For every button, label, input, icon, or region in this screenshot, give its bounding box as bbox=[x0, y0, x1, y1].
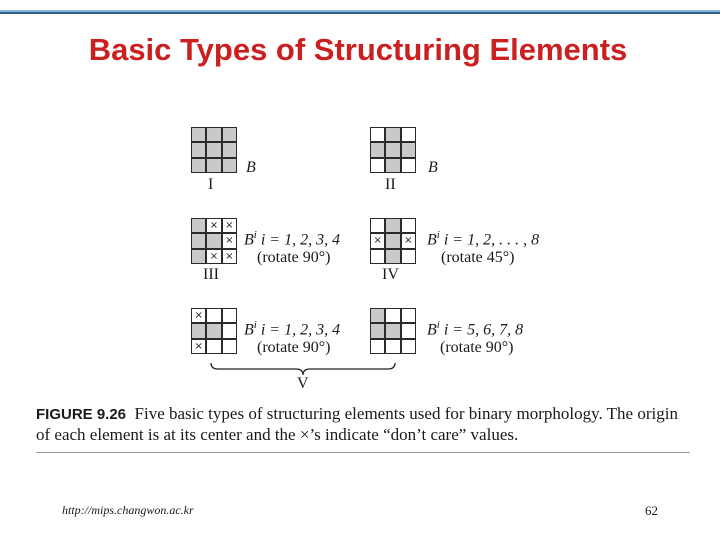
empty-cell bbox=[401, 308, 416, 323]
dont-care-cell: × bbox=[206, 249, 221, 264]
empty-cell bbox=[222, 323, 237, 338]
empty-cell bbox=[370, 218, 385, 233]
filled-cell bbox=[385, 218, 400, 233]
element-superscript: i bbox=[253, 319, 257, 331]
filled-cell bbox=[206, 158, 221, 173]
empty-cell bbox=[401, 249, 416, 264]
filled-cell bbox=[206, 127, 221, 142]
empty-cell bbox=[385, 308, 400, 323]
filled-cell bbox=[206, 233, 221, 248]
element-roman-label: IV bbox=[382, 266, 399, 283]
empty-cell bbox=[370, 158, 385, 173]
structuring-element-grid bbox=[370, 218, 416, 264]
dont-care-cell: × bbox=[370, 233, 385, 248]
structuring-element-grid bbox=[191, 308, 237, 354]
structuring-element-grid bbox=[191, 218, 237, 264]
element-index-range: i = 1, 2, . . . , 8 bbox=[443, 231, 540, 249]
filled-cell bbox=[191, 233, 206, 248]
filled-cell bbox=[191, 249, 206, 264]
filled-cell bbox=[385, 158, 400, 173]
element-symbol: B bbox=[427, 321, 437, 339]
empty-cell bbox=[206, 339, 221, 354]
figure-caption bbox=[36, 404, 696, 445]
element-symbol: B bbox=[244, 231, 254, 249]
dont-care-cell: × bbox=[222, 249, 237, 264]
element-symbol: B bbox=[428, 159, 438, 176]
dont-care-cell: × bbox=[191, 339, 206, 354]
empty-cell bbox=[385, 339, 400, 354]
element-rotation-note: (rotate 90°) bbox=[257, 249, 331, 266]
filled-cell bbox=[370, 142, 385, 157]
filled-cell bbox=[191, 323, 206, 338]
filled-cell bbox=[222, 142, 237, 157]
element-rotation-note: (rotate 90°) bbox=[257, 339, 331, 356]
filled-cell bbox=[370, 323, 385, 338]
element-rotation-note: (rotate 45°) bbox=[441, 249, 515, 266]
element-superscript: i bbox=[253, 229, 257, 241]
element-roman-label: II bbox=[385, 176, 396, 193]
caption-rule bbox=[36, 452, 690, 453]
caption-figure-number: FIGURE 9.26 bbox=[36, 406, 127, 423]
dont-care-cell: × bbox=[222, 218, 237, 233]
slide-title: Basic Types of Structuring Elements bbox=[88, 32, 628, 67]
filled-cell bbox=[385, 233, 400, 248]
group-brace bbox=[210, 362, 396, 376]
element-formula bbox=[244, 319, 340, 339]
filled-cell bbox=[191, 127, 206, 142]
element-index-range: i = 1, 2, 3, 4 bbox=[260, 231, 341, 249]
filled-cell bbox=[191, 158, 206, 173]
empty-cell bbox=[401, 339, 416, 354]
empty-cell bbox=[401, 218, 416, 233]
element-roman-label: III bbox=[203, 266, 219, 283]
dont-care-cell: × bbox=[206, 218, 221, 233]
caption-text: Five basic types of structuring elements used for binary morphology. The origin of each element is at its center and the ×’s indicate “don’t care” values. bbox=[36, 404, 678, 444]
filled-cell bbox=[206, 323, 221, 338]
empty-cell bbox=[206, 308, 221, 323]
filled-cell bbox=[191, 142, 206, 157]
dont-care-cell: × bbox=[191, 308, 206, 323]
empty-cell bbox=[401, 127, 416, 142]
empty-cell bbox=[401, 323, 416, 338]
dont-care-cell: × bbox=[401, 233, 416, 248]
element-symbol: B bbox=[246, 159, 256, 176]
empty-cell bbox=[222, 308, 237, 323]
filled-cell bbox=[385, 142, 400, 157]
filled-cell bbox=[385, 249, 400, 264]
element-roman-label: I bbox=[208, 176, 214, 193]
empty-cell bbox=[401, 158, 416, 173]
filled-cell bbox=[401, 142, 416, 157]
element-symbol: B bbox=[244, 321, 254, 339]
element-index-range: i = 5, 6, 7, 8 bbox=[443, 321, 524, 339]
empty-cell bbox=[370, 127, 385, 142]
element-formula bbox=[244, 229, 340, 249]
empty-cell bbox=[222, 339, 237, 354]
filled-cell bbox=[222, 127, 237, 142]
empty-cell bbox=[370, 339, 385, 354]
filled-cell bbox=[385, 127, 400, 142]
page-number: 62 bbox=[645, 503, 658, 518]
filled-cell bbox=[191, 218, 206, 233]
dont-care-cell: × bbox=[222, 233, 237, 248]
filled-cell bbox=[385, 323, 400, 338]
filled-cell bbox=[206, 142, 221, 157]
structuring-element-grid bbox=[370, 308, 416, 354]
element-superscript: i bbox=[436, 229, 440, 241]
empty-cell bbox=[370, 249, 385, 264]
filled-cell bbox=[222, 158, 237, 173]
element-formula bbox=[427, 229, 539, 249]
footer-url: http://mips.changwon.ac.kr bbox=[62, 503, 194, 517]
filled-cell bbox=[370, 308, 385, 323]
structuring-element-grid bbox=[191, 127, 237, 173]
structuring-element-grid bbox=[370, 127, 416, 173]
element-symbol: B bbox=[427, 231, 437, 249]
element-superscript: i bbox=[436, 319, 440, 331]
element-formula bbox=[427, 319, 523, 339]
element-rotation-note: (rotate 90°) bbox=[440, 339, 514, 356]
element-index-range: i = 1, 2, 3, 4 bbox=[260, 321, 341, 339]
group-label-v: V bbox=[297, 375, 309, 392]
